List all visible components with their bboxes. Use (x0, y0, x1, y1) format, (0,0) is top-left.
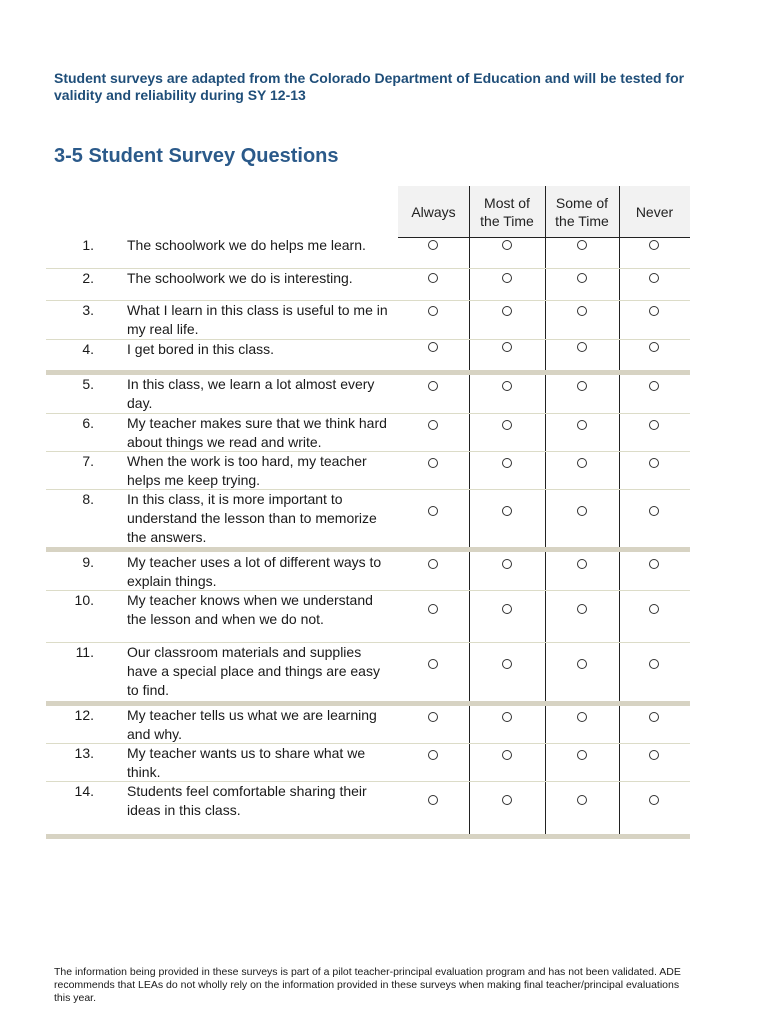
radio-always[interactable] (428, 659, 438, 669)
column-divider (619, 186, 620, 835)
question-text: When the work is too hard, my teacher helps me keep trying. (127, 453, 367, 488)
question-number: 8. (82, 491, 94, 507)
question-number: 5. (82, 376, 94, 392)
radio-some-of-the-time[interactable] (577, 750, 587, 760)
radio-always[interactable] (428, 795, 438, 805)
question-number: 14. (74, 783, 94, 799)
question-number: 4. (82, 341, 94, 357)
radio-never[interactable] (649, 659, 659, 669)
radio-never[interactable] (649, 420, 659, 430)
intro-note: Student surveys are adapted from the Colorado Department of Education and will be tested for validity and reliability during SY 12-13 (54, 70, 685, 103)
question-text: The schoolwork we do is interesting. (127, 270, 353, 286)
group-separator (46, 834, 690, 839)
radio-never[interactable] (649, 273, 659, 283)
radio-always[interactable] (428, 273, 438, 283)
radio-never[interactable] (649, 795, 659, 805)
header-divider (398, 237, 690, 238)
question-text: My teacher tells us what we are learning and why. (127, 707, 377, 742)
radio-always[interactable] (428, 604, 438, 614)
radio-some-of-the-time[interactable] (577, 342, 587, 352)
column-divider (469, 186, 470, 835)
radio-most-of-the-time[interactable] (502, 273, 512, 283)
radio-most-of-the-time[interactable] (502, 795, 512, 805)
column-header-always: Always (411, 203, 456, 220)
question-text: I get bored in this class. (127, 341, 275, 357)
question-number: 2. (82, 270, 94, 286)
radio-always[interactable] (428, 240, 438, 250)
group-separator (46, 547, 690, 552)
question-number: 12. (74, 707, 94, 723)
radio-some-of-the-time[interactable] (577, 306, 587, 316)
radio-never[interactable] (649, 712, 659, 722)
column-header-never: Never (635, 203, 674, 220)
radio-never[interactable] (649, 604, 659, 614)
radio-some-of-the-time[interactable] (577, 659, 587, 669)
radio-never[interactable] (649, 750, 659, 760)
radio-never[interactable] (649, 240, 659, 250)
question-number: 3. (82, 302, 94, 318)
radio-never[interactable] (649, 306, 659, 316)
radio-some-of-the-time[interactable] (577, 712, 587, 722)
radio-most-of-the-time[interactable] (502, 306, 512, 316)
question-text: In this class, it is more important to understand the lesson than to memorize the answers. (127, 491, 377, 545)
question-text: What I learn in this class is useful to me in my real life. (127, 302, 388, 337)
radio-always[interactable] (428, 342, 438, 352)
radio-most-of-the-time[interactable] (502, 750, 512, 760)
question-text: The schoolwork we do helps me learn. (127, 237, 366, 253)
radio-always[interactable] (428, 306, 438, 316)
radio-always[interactable] (428, 750, 438, 760)
column-divider (545, 186, 546, 835)
radio-some-of-the-time[interactable] (577, 273, 587, 283)
question-text: My teacher makes sure that we think hard about things we read and write. (127, 415, 387, 450)
disclaimer-footer: The information being provided in these surveys is part of a pilot teacher-principal evaluation program and has not been validated. ADE recommends that LEAs do not wholly rely on the information provided in these surveys when making final teacher/principal evaluations this year. (54, 966, 681, 1004)
radio-most-of-the-time[interactable] (502, 381, 512, 391)
radio-most-of-the-time[interactable] (502, 604, 512, 614)
radio-most-of-the-time[interactable] (502, 506, 512, 516)
question-text: My teacher knows when we understand the lesson and when we do not. (127, 592, 373, 627)
radio-most-of-the-time[interactable] (502, 559, 512, 569)
radio-most-of-the-time[interactable] (502, 342, 512, 352)
radio-some-of-the-time[interactable] (577, 604, 587, 614)
question-text: Our classroom materials and supplies have a special place and things are easy to find. (127, 644, 380, 698)
column-header-some-of-the-time: Some of the Time (555, 194, 609, 229)
radio-some-of-the-time[interactable] (577, 420, 587, 430)
radio-never[interactable] (649, 506, 659, 516)
question-number: 7. (82, 453, 94, 469)
radio-some-of-the-time[interactable] (577, 240, 587, 250)
question-number: 1. (82, 237, 94, 253)
question-text: My teacher uses a lot of different ways to explain things. (127, 554, 382, 589)
radio-always[interactable] (428, 381, 438, 391)
question-number: 13. (74, 745, 94, 761)
radio-some-of-the-time[interactable] (577, 795, 587, 805)
question-text: My teacher wants us to share what we think. (127, 745, 366, 780)
question-text: Students feel comfortable sharing their ideas in this class. (127, 783, 367, 818)
radio-always[interactable] (428, 506, 438, 516)
radio-some-of-the-time[interactable] (577, 381, 587, 391)
question-number: 6. (82, 415, 94, 431)
radio-most-of-the-time[interactable] (502, 420, 512, 430)
question-number: 11. (75, 644, 94, 660)
radio-some-of-the-time[interactable] (577, 559, 587, 569)
radio-never[interactable] (649, 458, 659, 468)
radio-most-of-the-time[interactable] (502, 458, 512, 468)
radio-never[interactable] (649, 559, 659, 569)
radio-most-of-the-time[interactable] (502, 240, 512, 250)
radio-always[interactable] (428, 712, 438, 722)
radio-some-of-the-time[interactable] (577, 458, 587, 468)
radio-most-of-the-time[interactable] (502, 712, 512, 722)
radio-always[interactable] (428, 458, 438, 468)
radio-never[interactable] (649, 342, 659, 352)
radio-always[interactable] (428, 420, 438, 430)
question-text: In this class, we learn a lot almost every day. (127, 376, 375, 411)
radio-always[interactable] (428, 559, 438, 569)
question-number: 10. (74, 592, 94, 608)
question-number: 9. (82, 554, 94, 570)
radio-some-of-the-time[interactable] (577, 506, 587, 516)
survey-table (46, 0, 690, 1024)
column-header-most-of-the-time: Most of the Time (480, 194, 534, 229)
page-title: 3-5 Student Survey Questions (54, 145, 339, 167)
radio-most-of-the-time[interactable] (502, 659, 512, 669)
radio-never[interactable] (649, 381, 659, 391)
